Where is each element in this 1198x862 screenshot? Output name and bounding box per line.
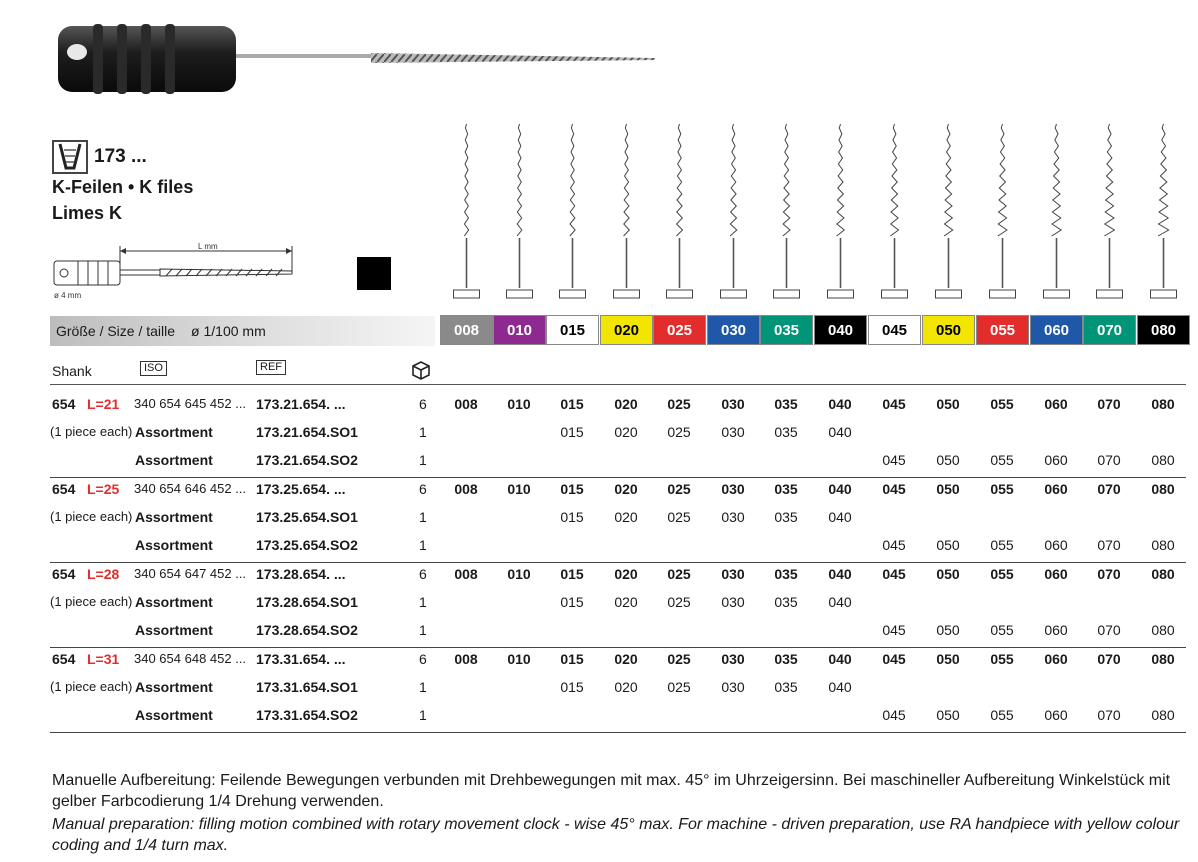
- assortment-size: 030: [721, 509, 745, 525]
- file-illustration-1: [507, 124, 533, 298]
- shank-value: 654: [52, 566, 76, 582]
- size-chip-3: 020: [600, 315, 653, 345]
- file-illustration-13: [1151, 124, 1177, 298]
- size-value: 050: [936, 651, 960, 667]
- size-value: 015: [560, 481, 584, 497]
- size-value: 060: [1044, 651, 1068, 667]
- shank-color-swatch: [357, 257, 391, 290]
- assortment-size: 060: [1044, 537, 1068, 553]
- assortment-size: 050: [936, 707, 960, 723]
- file-illustration-9: [936, 124, 962, 298]
- size-chip-12: 070: [1083, 315, 1136, 345]
- assortment-size: 080: [1151, 707, 1175, 723]
- assortment-size: 015: [560, 594, 584, 610]
- ref-number: 173.28.654. ...: [256, 566, 346, 582]
- size-value: 040: [828, 481, 852, 497]
- size-chip-13: 080: [1137, 315, 1190, 345]
- size-value: 035: [774, 566, 798, 582]
- assortment-size: 030: [721, 594, 745, 610]
- product-name: K-Feilen • K files: [52, 177, 194, 197]
- assortment-size: 035: [774, 594, 798, 610]
- size-value: 055: [990, 566, 1014, 582]
- size-value: 010: [507, 651, 531, 667]
- k-file-product-photo: [55, 22, 665, 102]
- assortment-size: 055: [990, 622, 1014, 638]
- size-value: 030: [721, 566, 745, 582]
- size-chip-4: 025: [653, 315, 706, 345]
- length-value: L=25: [87, 481, 120, 497]
- assortment-size: 020: [614, 594, 638, 610]
- assortment-label: Assortment: [135, 537, 213, 553]
- shank-value: 654: [52, 396, 76, 412]
- assortment-size: 080: [1151, 622, 1175, 638]
- assortment-size: 045: [882, 452, 906, 468]
- assortment-size: 080: [1151, 452, 1175, 468]
- assortment-label: Assortment: [135, 679, 213, 695]
- size-value: 060: [1044, 396, 1068, 412]
- assortment-size: 020: [614, 679, 638, 695]
- assortment-size: 045: [882, 537, 906, 553]
- assortment-size: 080: [1151, 537, 1175, 553]
- assortment-size: 015: [560, 509, 584, 525]
- size-value: 055: [990, 481, 1014, 497]
- size-value: 080: [1151, 396, 1175, 412]
- size-chip-1: 010: [493, 315, 546, 345]
- assortment-size: 035: [774, 679, 798, 695]
- assortment-qty: 1: [419, 424, 427, 440]
- assortment-qty: 1: [419, 594, 427, 610]
- iso-number: 340 654 648 452 ...: [134, 651, 247, 666]
- table-header: [0, 356, 1198, 384]
- size-unit: ø 1/100 mm: [191, 323, 266, 339]
- size-value: 050: [936, 481, 960, 497]
- size-chip-8: 045: [868, 315, 921, 345]
- assortment-size: 060: [1044, 452, 1068, 468]
- size-chip-5: 030: [707, 315, 760, 345]
- quantity: 6: [419, 481, 427, 497]
- assortment-qty: 1: [419, 537, 427, 553]
- file-illustration-4: [667, 124, 693, 298]
- file-illustration-5: [721, 124, 747, 298]
- iso-number: 340 654 647 452 ...: [134, 566, 247, 581]
- size-value: 008: [454, 396, 478, 412]
- file-illustration-10: [990, 124, 1016, 298]
- file-illustration-7: [828, 124, 854, 298]
- assortment-size: 030: [721, 679, 745, 695]
- size-label: Größe / Size / taille: [56, 323, 176, 339]
- group-separator: [50, 477, 1186, 478]
- length-value: L=21: [87, 396, 120, 412]
- size-value: 025: [667, 481, 691, 497]
- size-value: 070: [1097, 396, 1121, 412]
- assortment-size: 045: [882, 707, 906, 723]
- assortment-size: 025: [667, 509, 691, 525]
- size-value: 080: [1151, 566, 1175, 582]
- usage-notes: [52, 770, 1192, 856]
- assortment-size: 070: [1097, 537, 1121, 553]
- assortment-qty: 1: [419, 707, 427, 723]
- size-value: 030: [721, 481, 745, 497]
- size-chip-10: 055: [976, 315, 1029, 345]
- ref-header: REF: [256, 360, 286, 375]
- assortment-size: 040: [828, 679, 852, 695]
- size-value: 008: [454, 651, 478, 667]
- assortment-label: Assortment: [135, 509, 213, 525]
- size-value: 045: [882, 566, 906, 582]
- size-value: 070: [1097, 566, 1121, 582]
- size-value: 010: [507, 396, 531, 412]
- assortment-ref: 173.21.654.SO2: [256, 452, 358, 468]
- file-illustration-0: [454, 124, 480, 298]
- length-value: L=28: [87, 566, 120, 582]
- package-icon: [410, 358, 432, 380]
- group-separator: [50, 647, 1186, 648]
- size-value: 015: [560, 651, 584, 667]
- piece-note: (1 piece each): [50, 679, 133, 694]
- assortment-ref: 173.28.654.SO1: [256, 594, 358, 610]
- assortment-size: 060: [1044, 707, 1068, 723]
- size-value: 070: [1097, 481, 1121, 497]
- assortment-label: Assortment: [135, 594, 213, 610]
- size-value: 030: [721, 396, 745, 412]
- assortment-qty: 1: [419, 452, 427, 468]
- assortment-size: 070: [1097, 622, 1121, 638]
- size-chip-11: 060: [1030, 315, 1083, 345]
- file-illustration-2: [560, 124, 586, 298]
- quantity: 6: [419, 651, 427, 667]
- ref-number: 173.25.654. ...: [256, 481, 346, 497]
- assortment-ref: 173.31.654.SO1: [256, 679, 358, 695]
- size-value: 020: [614, 396, 638, 412]
- size-value: 015: [560, 396, 584, 412]
- assortment-size: 070: [1097, 707, 1121, 723]
- size-value: 045: [882, 651, 906, 667]
- assortment-size: 020: [614, 424, 638, 440]
- assortment-size: 025: [667, 594, 691, 610]
- assortment-size: 015: [560, 679, 584, 695]
- size-chip-2: 015: [546, 315, 599, 345]
- note-english: Manual preparation: filling motion combined with rotary movement clock - wise 45° max. For machine - driven preparation, use RA handpiece with yellow colour coding and 1/4 turn max.: [52, 816, 1180, 854]
- size-value: 035: [774, 396, 798, 412]
- assortment-label: Assortment: [135, 622, 213, 638]
- size-value: 010: [507, 566, 531, 582]
- size-value: 030: [721, 651, 745, 667]
- diameter-label: ø 4 mm: [54, 291, 82, 300]
- assortment-size: 050: [936, 452, 960, 468]
- assortment-ref: 173.25.654.SO2: [256, 537, 358, 553]
- assortment-ref: 173.25.654.SO1: [256, 509, 358, 525]
- ref-number: 173.21.654. ...: [256, 396, 346, 412]
- size-value: 025: [667, 396, 691, 412]
- size-value: 025: [667, 566, 691, 582]
- assortment-label: Assortment: [135, 424, 213, 440]
- assortment-size: 015: [560, 424, 584, 440]
- size-value: 015: [560, 566, 584, 582]
- ref-number: 173.31.654. ...: [256, 651, 346, 667]
- size-value: 020: [614, 651, 638, 667]
- piece-note: (1 piece each): [50, 594, 133, 609]
- size-value: 055: [990, 396, 1014, 412]
- length-label: L mm: [198, 243, 218, 251]
- assortment-label: Assortment: [135, 707, 213, 723]
- assortment-ref: 173.31.654.SO2: [256, 707, 358, 723]
- iso-header: ISO: [140, 361, 167, 376]
- size-value: 080: [1151, 481, 1175, 497]
- quantity: 6: [419, 396, 427, 412]
- iso-number: 340 654 646 452 ...: [134, 481, 247, 496]
- assortment-size: 025: [667, 424, 691, 440]
- size-value: 055: [990, 651, 1014, 667]
- assortment-size: 055: [990, 707, 1014, 723]
- size-chip-0: 008: [440, 315, 493, 345]
- size-value: 040: [828, 651, 852, 667]
- size-value: 045: [882, 396, 906, 412]
- assortment-size: 030: [721, 424, 745, 440]
- size-value: 060: [1044, 481, 1068, 497]
- assortment-label: Assortment: [135, 452, 213, 468]
- assortment-size: 050: [936, 622, 960, 638]
- shank-value: 654: [52, 651, 76, 667]
- assortment-size: 040: [828, 594, 852, 610]
- size-chip-7: 040: [814, 315, 867, 345]
- size-value: 080: [1151, 651, 1175, 667]
- size-value: 035: [774, 481, 798, 497]
- size-value: 060: [1044, 566, 1068, 582]
- assortment-size: 055: [990, 537, 1014, 553]
- shank-value: 654: [52, 481, 76, 497]
- header-rule: [50, 384, 1186, 385]
- product-name-fr: Limes K: [52, 203, 123, 223]
- size-value: 010: [507, 481, 531, 497]
- piece-note: (1 piece each): [50, 509, 133, 524]
- assortment-size: 020: [614, 509, 638, 525]
- size-value: 045: [882, 481, 906, 497]
- file-dimension-schematic: [48, 243, 298, 303]
- product-title-block: [52, 140, 193, 226]
- assortment-size: 035: [774, 509, 798, 525]
- size-value: 020: [614, 481, 638, 497]
- assortment-size: 035: [774, 424, 798, 440]
- k-file-symbol-icon: [52, 140, 88, 174]
- size-value: 070: [1097, 651, 1121, 667]
- file-illustration-12: [1097, 124, 1123, 298]
- note-german: Manuelle Aufbereitung: Feilende Bewegungen verbunden mit Drehbewegungen mit max. 45° im Uhrzeigersinn. Bei maschineller Aufbereitung Winkelstück mit gelber Farbcodierung 1/4 Drehung verwenden.: [52, 772, 1171, 810]
- size-value: 008: [454, 481, 478, 497]
- size-value: 040: [828, 396, 852, 412]
- size-value: 035: [774, 651, 798, 667]
- size-value: 040: [828, 566, 852, 582]
- iso-number: 340 654 645 452 ...: [134, 396, 247, 411]
- assortment-ref: 173.21.654.SO1: [256, 424, 358, 440]
- file-illustration-8: [882, 124, 908, 298]
- size-band: [50, 316, 435, 346]
- assortment-size: 040: [828, 424, 852, 440]
- size-value: 008: [454, 566, 478, 582]
- assortment-size: 070: [1097, 452, 1121, 468]
- group-separator: [50, 562, 1186, 563]
- piece-note: (1 piece each): [50, 424, 133, 439]
- assortment-size: 050: [936, 537, 960, 553]
- assortment-qty: 1: [419, 679, 427, 695]
- assortment-size: 055: [990, 452, 1014, 468]
- size-chip-9: 050: [922, 315, 975, 345]
- assortment-ref: 173.28.654.SO2: [256, 622, 358, 638]
- shank-header: Shank: [52, 363, 92, 379]
- size-value: 025: [667, 651, 691, 667]
- size-chip-6: 035: [760, 315, 813, 345]
- file-illustration-6: [774, 124, 800, 298]
- file-illustration-11: [1044, 124, 1070, 298]
- assortment-size: 060: [1044, 622, 1068, 638]
- size-value: 050: [936, 566, 960, 582]
- file-size-illustrations: [440, 118, 1190, 308]
- assortment-size: 040: [828, 509, 852, 525]
- file-illustration-3: [614, 124, 640, 298]
- assortment-qty: 1: [419, 509, 427, 525]
- product-code: 173 ...: [94, 146, 147, 167]
- assortment-size: 025: [667, 679, 691, 695]
- length-value: L=31: [87, 651, 120, 667]
- group-separator: [50, 732, 1186, 733]
- assortment-qty: 1: [419, 622, 427, 638]
- size-value: 050: [936, 396, 960, 412]
- assortment-size: 045: [882, 622, 906, 638]
- quantity: 6: [419, 566, 427, 582]
- size-value: 020: [614, 566, 638, 582]
